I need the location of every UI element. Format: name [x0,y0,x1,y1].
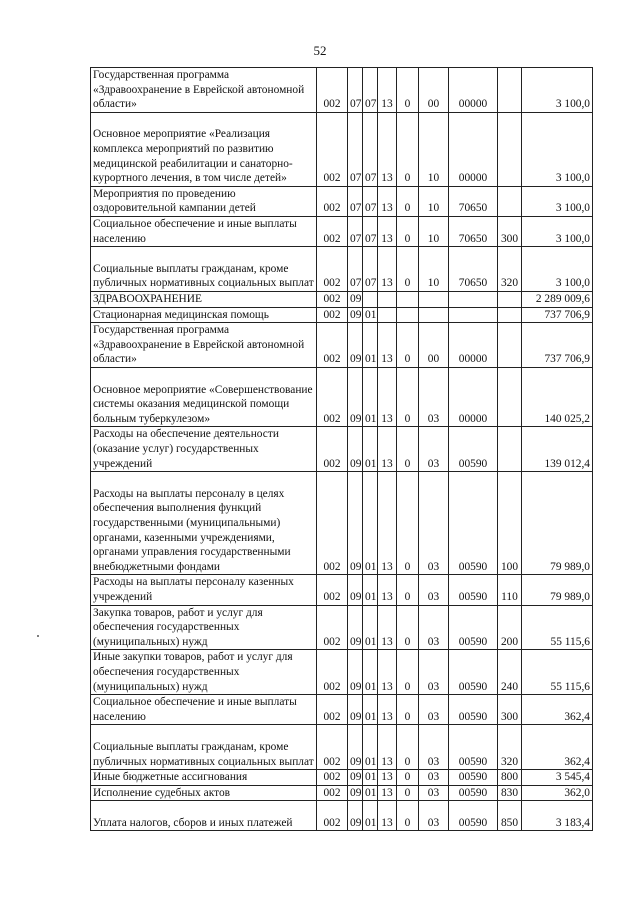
expense-type-code: 320 [498,725,522,770]
item-name: Социальное обеспечение и иные выплаты населению [91,695,317,725]
program-code: 13 [378,770,397,786]
section-code: 09 [348,695,363,725]
admin-code: 002 [317,367,348,426]
subprogram-code: 0 [397,605,419,650]
admin-code: 002 [317,427,348,472]
subprogram-code: 0 [397,323,419,368]
expense-type-code [498,112,522,186]
subsection-code: 07 [363,247,378,292]
table-row [91,427,593,472]
direction-code: 00590 [449,801,498,831]
expense-type-code [498,307,522,323]
amount: 362,4 [522,695,593,725]
item-name: Стационарная медицинская помощь [91,307,317,323]
expense-type-code: 100 [498,472,522,575]
subprogram-code: 0 [397,650,419,695]
admin-code: 002 [317,112,348,186]
event-code [419,291,449,307]
item-name: Иные бюджетные ассигнования [91,770,317,786]
expense-type-code [498,367,522,426]
subprogram-code: 0 [397,801,419,831]
amount: 55 115,6 [522,650,593,695]
section-code: 07 [348,186,363,216]
amount: 55 115,6 [522,605,593,650]
amount: 3 100,0 [522,112,593,186]
direction-code [449,307,498,323]
expense-type-code [498,68,522,113]
amount: 140 025,2 [522,367,593,426]
item-name: Расходы на выплаты персоналу казенных учреждений [91,575,317,605]
item-name: Социальное обеспечение и иные выплаты населению [91,216,317,246]
table-row [91,801,593,831]
expense-type-code [498,291,522,307]
program-code: 13 [378,427,397,472]
event-code: 10 [419,247,449,292]
item-name: Расходы на выплаты персоналу в целях обеспечения выполнения функций государственными (муниципальными) органами, казенными учреждениями, органами управления государственными внебюджетными фондами [91,472,317,575]
program-code [378,291,397,307]
admin-code: 002 [317,307,348,323]
direction-code: 00590 [449,427,498,472]
expense-type-code: 320 [498,247,522,292]
scan-artifact-dot [37,635,39,637]
subprogram-code: 0 [397,186,419,216]
admin-code: 002 [317,770,348,786]
amount: 3 100,0 [522,68,593,113]
amount: 3 545,4 [522,770,593,786]
amount: 139 012,4 [522,427,593,472]
amount: 362,4 [522,725,593,770]
program-code [378,307,397,323]
subsection-code: 01 [363,307,378,323]
amount: 3 100,0 [522,186,593,216]
expense-type-code: 200 [498,605,522,650]
admin-code: 002 [317,216,348,246]
admin-code: 002 [317,68,348,113]
table-row [91,247,593,292]
event-code: 03 [419,801,449,831]
section-code: 09 [348,785,363,801]
program-code: 13 [378,323,397,368]
program-code: 13 [378,725,397,770]
item-name: Уплата налогов, сборов и иных платежей [91,801,317,831]
subprogram-code: 0 [397,367,419,426]
item-name: Иные закупки товаров, работ и услуг для обеспечения государственных (муниципальных) нужд [91,650,317,695]
subprogram-code: 0 [397,695,419,725]
direction-code: 00590 [449,725,498,770]
event-code: 10 [419,112,449,186]
direction-code: 00000 [449,112,498,186]
table-row [91,472,593,575]
item-name: Государственная программа «Здравоохранение в Еврейской автономной области» [91,68,317,113]
table-row [91,307,593,323]
budget-table-body [91,68,593,831]
admin-code: 002 [317,323,348,368]
item-name: Государственная программа «Здравоохранение в Еврейской автономной области» [91,323,317,368]
direction-code: 00590 [449,575,498,605]
subsection-code: 01 [363,367,378,426]
admin-code: 002 [317,186,348,216]
admin-code: 002 [317,650,348,695]
expense-type-code: 300 [498,695,522,725]
admin-code: 002 [317,472,348,575]
table-row [91,725,593,770]
page-number: 52 [313,43,327,58]
expense-type-code: 110 [498,575,522,605]
direction-code: 70650 [449,216,498,246]
item-name: Социальные выплаты гражданам, кроме публичных нормативных социальных выплат [91,725,317,770]
admin-code: 002 [317,605,348,650]
subprogram-code: 0 [397,785,419,801]
section-code: 09 [348,472,363,575]
direction-code: 00000 [449,323,498,368]
program-code: 13 [378,472,397,575]
event-code: 03 [419,695,449,725]
admin-code: 002 [317,725,348,770]
event-code: 03 [419,575,449,605]
event-code: 03 [419,472,449,575]
expense-type-code: 830 [498,785,522,801]
subsection-code: 01 [363,785,378,801]
subsection-code: 01 [363,650,378,695]
section-code: 09 [348,605,363,650]
table-row [91,785,593,801]
subsection-code: 01 [363,323,378,368]
direction-code: 00590 [449,650,498,695]
item-name: Мероприятия по проведению оздоровительной кампании детей [91,186,317,216]
direction-code: 70650 [449,247,498,292]
subprogram-code: 0 [397,216,419,246]
item-name: Основное мероприятие «Совершенствование системы оказания медицинской помощи больным туберкулезом» [91,367,317,426]
section-code: 09 [348,307,363,323]
item-name: ЗДРАВООХРАНЕНИЕ [91,291,317,307]
table-row [91,770,593,786]
amount: 3 183,4 [522,801,593,831]
subsection-code: 01 [363,472,378,575]
expense-type-code: 850 [498,801,522,831]
section-code: 09 [348,291,363,307]
item-name: Исполнение судебных актов [91,785,317,801]
expense-type-code: 240 [498,650,522,695]
subprogram-code: 0 [397,427,419,472]
direction-code: 00000 [449,367,498,426]
subprogram-code: 0 [397,247,419,292]
event-code: 00 [419,323,449,368]
subsection-code: 01 [363,695,378,725]
section-code: 09 [348,427,363,472]
amount: 737 706,9 [522,307,593,323]
direction-code: 00590 [449,785,498,801]
program-code: 13 [378,605,397,650]
event-code: 00 [419,68,449,113]
subprogram-code: 0 [397,725,419,770]
direction-code: 00590 [449,472,498,575]
event-code: 03 [419,650,449,695]
table-row [91,367,593,426]
subsection-code: 01 [363,725,378,770]
amount: 79 989,0 [522,472,593,575]
admin-code: 002 [317,695,348,725]
table-row [91,291,593,307]
admin-code: 002 [317,785,348,801]
expense-type-code [498,323,522,368]
event-code: 03 [419,427,449,472]
subsection-code: 01 [363,427,378,472]
section-code: 09 [348,770,363,786]
expense-type-code [498,186,522,216]
event-code: 03 [419,605,449,650]
direction-code: 00590 [449,605,498,650]
subsection-code: 07 [363,186,378,216]
subsection-code: 01 [363,801,378,831]
admin-code: 002 [317,575,348,605]
admin-code: 002 [317,247,348,292]
subprogram-code: 0 [397,770,419,786]
subsection-code: 07 [363,216,378,246]
program-code: 13 [378,216,397,246]
subsection-code: 01 [363,605,378,650]
table-row [91,605,593,650]
subprogram-code [397,291,419,307]
admin-code: 002 [317,801,348,831]
event-code: 03 [419,770,449,786]
subsection-code: 07 [363,112,378,186]
program-code: 13 [378,575,397,605]
subsection-code [363,291,378,307]
program-code: 13 [378,695,397,725]
amount: 3 100,0 [522,247,593,292]
subsection-code: 01 [363,770,378,786]
expense-type-code: 300 [498,216,522,246]
program-code: 13 [378,112,397,186]
program-code: 13 [378,367,397,426]
direction-code: 00000 [449,68,498,113]
budget-table [90,67,593,831]
section-code: 09 [348,575,363,605]
section-code: 09 [348,323,363,368]
table-row [91,112,593,186]
section-code: 07 [348,216,363,246]
program-code: 13 [378,801,397,831]
program-code: 13 [378,68,397,113]
table-row [91,650,593,695]
program-code: 13 [378,186,397,216]
event-code: 03 [419,725,449,770]
item-name: Расходы на обеспечение деятельности (оказание услуг) государственных учреждений [91,427,317,472]
expense-type-code [498,427,522,472]
section-code: 07 [348,68,363,113]
amount: 362,0 [522,785,593,801]
amount: 737 706,9 [522,323,593,368]
direction-code: 00590 [449,770,498,786]
direction-code: 70650 [449,186,498,216]
table-row [91,68,593,113]
program-code: 13 [378,650,397,695]
amount: 3 100,0 [522,216,593,246]
section-code: 09 [348,367,363,426]
table-row [91,216,593,246]
admin-code: 002 [317,291,348,307]
event-code: 03 [419,785,449,801]
section-code: 09 [348,801,363,831]
table-row [91,186,593,216]
section-code: 07 [348,247,363,292]
subprogram-code: 0 [397,575,419,605]
program-code: 13 [378,785,397,801]
direction-code [449,291,498,307]
subsection-code: 07 [363,68,378,113]
event-code: 10 [419,186,449,216]
subprogram-code: 0 [397,472,419,575]
item-name: Основное мероприятие «Реализация комплекса мероприятий по развитию медицинской реабилитации и санаторно-курортного лечения, в том числе детей» [91,112,317,186]
section-code: 09 [348,650,363,695]
table-row [91,323,593,368]
subprogram-code [397,307,419,323]
event-code: 03 [419,367,449,426]
subprogram-code: 0 [397,112,419,186]
section-code: 09 [348,725,363,770]
table-row [91,575,593,605]
amount: 2 289 009,6 [522,291,593,307]
table-row [91,695,593,725]
item-name: Социальные выплаты гражданам, кроме публичных нормативных социальных выплат [91,247,317,292]
event-code: 10 [419,216,449,246]
subsection-code: 01 [363,575,378,605]
amount: 79 989,0 [522,575,593,605]
direction-code: 00590 [449,695,498,725]
subprogram-code: 0 [397,68,419,113]
item-name: Закупка товаров, работ и услуг для обеспечения государственных (муниципальных) нужд [91,605,317,650]
event-code [419,307,449,323]
expense-type-code: 800 [498,770,522,786]
program-code: 13 [378,247,397,292]
section-code: 07 [348,112,363,186]
